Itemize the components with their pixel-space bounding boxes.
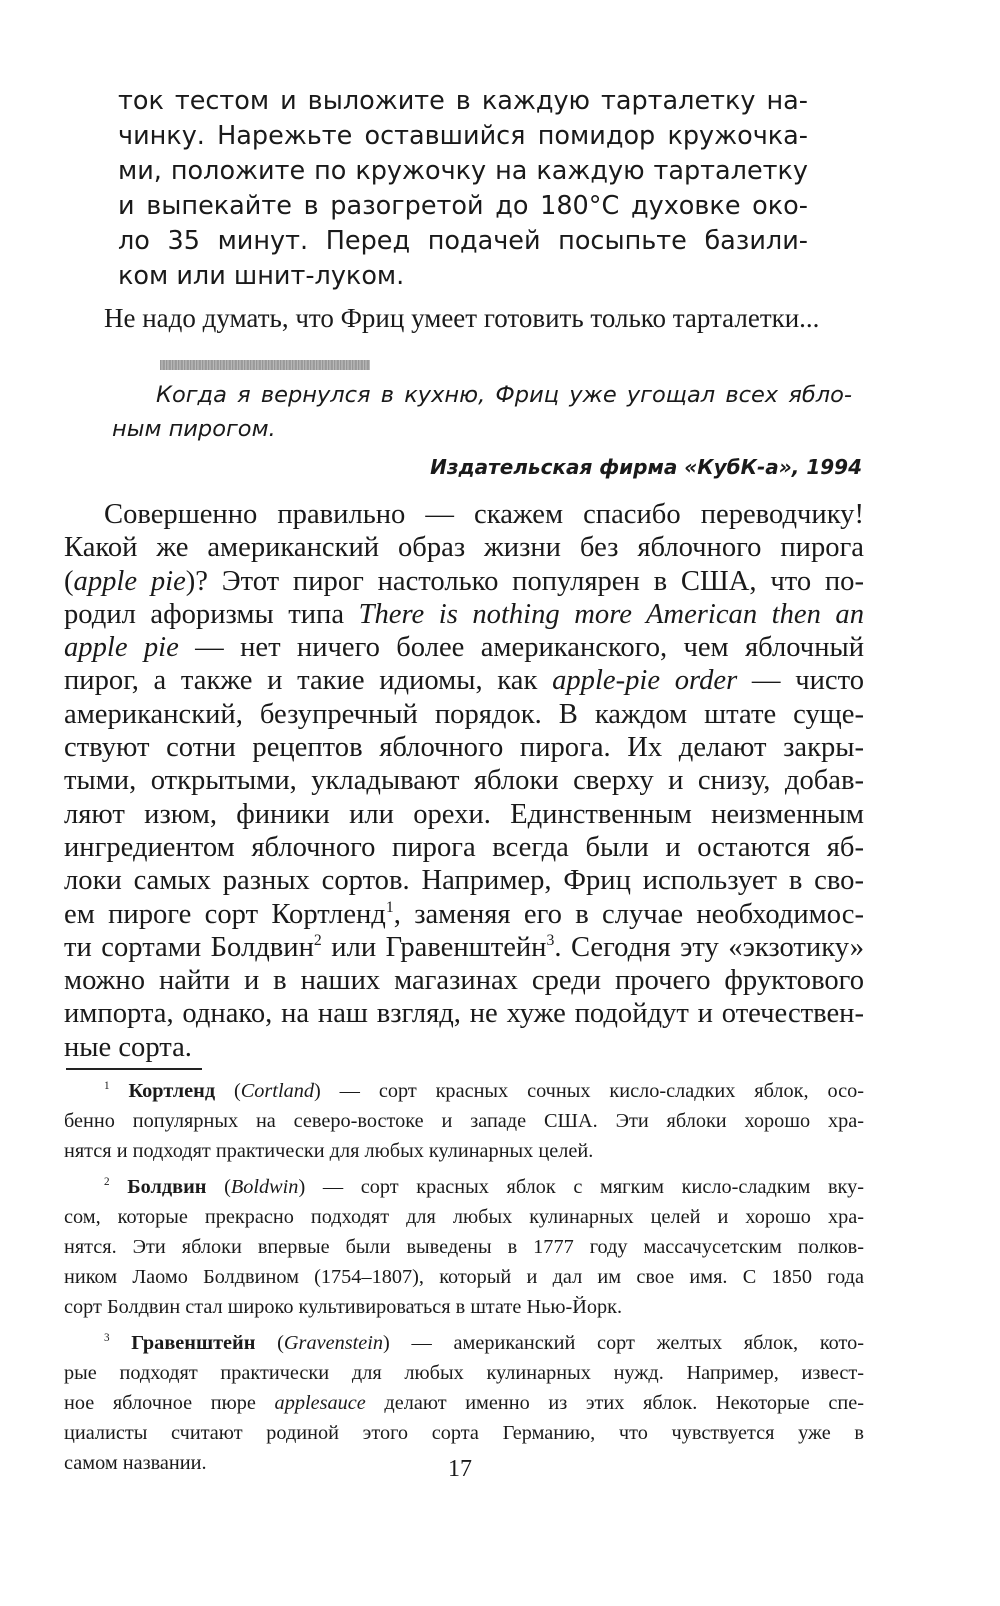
quote-line: ным пирогом. — [112, 416, 276, 442]
footnote-line: бенно популярных на северо-востоке и западе США. Эти яблоки хорошо хра- — [64, 1110, 864, 1132]
paragraph-line: ные сорта. — [64, 1031, 192, 1063]
footnote-line: ником Лаомо Болдвином (1754–1807), который и дал им свое имя. С 1850 года — [64, 1266, 864, 1288]
text-run: — чисто — [737, 665, 865, 697]
paragraph-line: ляют изюм, финики или орехи. Единственным неизменным — [64, 798, 864, 830]
paragraph-line: импорта, однако, на наш взгляд, не хуже подойдут и отечествен- — [64, 998, 864, 1030]
footnote-mark: 3 — [104, 1332, 110, 1345]
text-run: — сорт красных яблок с мягким кисло-сладким вку- — [305, 1176, 864, 1198]
text-run: . Сегодня эту «экзотику» — [554, 931, 865, 963]
text-run: пирог, а также и такие идиомы, как — [64, 665, 553, 697]
footnote-mark: 1 — [104, 1080, 110, 1093]
paragraph-line: Совершенно правильно — скажем спасибо переводчику! — [104, 499, 864, 530]
footnote-ref[interactable]: 2 — [313, 931, 322, 949]
text-run: — нет ничего более американского, чем яблочный — [178, 632, 865, 664]
paragraph-line: ствуют сотни рецептов яблочного пирога. Их делают закры- — [64, 732, 864, 764]
footnote-line — [64, 1388, 864, 1418]
recipe-line: ми, положите по кружочку на каждую тарталетку — [118, 156, 808, 186]
footnotes — [64, 1076, 864, 1484]
italic-term: applesauce — [274, 1392, 366, 1414]
recipe-line: ком или шнит-луком. — [118, 261, 405, 291]
recipe-line: и выпекайте в разогретой до 180°С духовке око- — [118, 191, 808, 221]
paragraph-line: можно найти и в наших магазинах среди прочего фруктового — [64, 965, 864, 997]
book-quote — [112, 378, 852, 446]
paragraph-line: тыми, открытыми, укладывают яблоки сверху и снизу, добав- — [64, 765, 864, 797]
recipe-line: ток тестом и выложите в каждую тарталетку на- — [118, 86, 808, 116]
footnote-1 — [64, 1076, 864, 1166]
footnote-separator — [66, 1068, 202, 1070]
recipe-line: чинку. Нарежьте оставшийся помидор кружочка- — [118, 121, 808, 151]
text-run: ( — [64, 565, 74, 597]
paragraph-line: ингредиентом яблочного пирога всегда были и остаются яб- — [64, 831, 864, 863]
footnote-latin: Cortland — [240, 1080, 315, 1102]
paragraph-line — [64, 598, 864, 631]
italic-term: There is nothing more American then an — [358, 598, 864, 630]
footnote-line: циалисты считают родиной этого сорта Германию, что чувствуется уже в — [64, 1422, 864, 1444]
footnote-latin: Gravenstein — [283, 1332, 384, 1354]
text-run: — сорт красных сочных кисло-сладких яблок, осо- — [320, 1080, 865, 1102]
text-run: — американский сорт желтых яблок, кото- — [389, 1332, 864, 1354]
recipe-line: ло 35 минут. Перед подачей посыпьте базили- — [118, 226, 808, 256]
quote-marker-bar — [160, 360, 370, 370]
text-run: делают именно из этих яблок. Некоторые спе- — [365, 1392, 864, 1414]
footnote-mark: 2 — [104, 1176, 110, 1189]
paragraph-line — [64, 898, 864, 931]
paragraph-line — [64, 664, 864, 697]
footnote-line: сом, которые прекрасно подходят для любых кулинарных целей и хорошо хра- — [64, 1206, 864, 1228]
text-run: родил афоризмы типа — [64, 598, 359, 630]
italic-term: apple pie — [64, 632, 179, 664]
footnote-line: сорт Болдвин стал широко культивироваться в штате Нью-Йорк. — [64, 1296, 623, 1318]
paragraph-line — [64, 931, 864, 964]
quote-attribution: Издательская фирма «КубК-а», 1994 — [430, 455, 862, 479]
text-run: ное яблочное пюре — [64, 1392, 275, 1414]
paragraph-line — [64, 631, 864, 664]
footnote-latin: Boldwin — [230, 1176, 299, 1198]
text-run: , заменяя его в случае необходимос- — [393, 898, 864, 930]
footnote-ref[interactable]: 1 — [385, 898, 394, 916]
page-number: 17 — [448, 1456, 472, 1482]
footnote-line: нятся и подходят практически для любых кулинарных целей. — [64, 1140, 594, 1162]
text-run: ем пироге сорт Кортленд — [64, 898, 386, 930]
footnote-line: нятся. Эти яблоки впервые были выведены в 1777 году массачусетским полков- — [64, 1236, 864, 1258]
italic-term: apple-pie order — [552, 665, 738, 697]
footnote-line: $^2$ Болдвин (Boldwin) — сорт красных яблок с мягким кисло-сладким вку- — [104, 1176, 864, 1198]
footnote-term: Кортленд — [128, 1080, 216, 1102]
paragraph-line: локи самых разных сортов. Например, Фриц использует в сво- — [64, 865, 864, 897]
text-run: )? Этот пирог настолько популярен в США, что по- — [185, 565, 865, 597]
paragraph-line: американский, безупречный порядок. В каждом штате суще- — [64, 698, 864, 730]
text-run: ти сортами Болдвин — [64, 931, 314, 963]
recipe-instructions — [118, 84, 808, 294]
footnote-ref[interactable]: 3 — [546, 931, 555, 949]
footnote-term: Болдвин — [127, 1176, 207, 1198]
italic-term: apple pie — [73, 565, 186, 597]
lead-sentence: Не надо думать, что Фриц умеет готовить только тарталетки... — [104, 303, 820, 333]
footnote-line: $^3$ Гравенштейн (Gravenstein) — американский сорт желтых яблок, кото- — [104, 1332, 864, 1354]
paragraph-line — [64, 565, 864, 598]
text-run: или Гравенштейн — [321, 931, 547, 963]
footnote-line: рые подходят практически для любых кулинарных нужд. Например, извест- — [64, 1362, 864, 1384]
footnote-2 — [64, 1172, 864, 1322]
paragraph-line: Какой же американский образ жизни без яблочного пирога — [64, 532, 864, 564]
footnote-term: Гравенштейн — [131, 1332, 256, 1354]
main-paragraph — [64, 498, 864, 1064]
quote-line: Когда я вернулся в кухню, Фриц уже угощал всех ябло- — [156, 382, 852, 408]
footnote-line: самом названии. — [64, 1452, 207, 1474]
footnote-line: $^1$ Кортленд (Cortland) — сорт красных сочных кисло-сладких яблок, осо- — [104, 1080, 865, 1102]
